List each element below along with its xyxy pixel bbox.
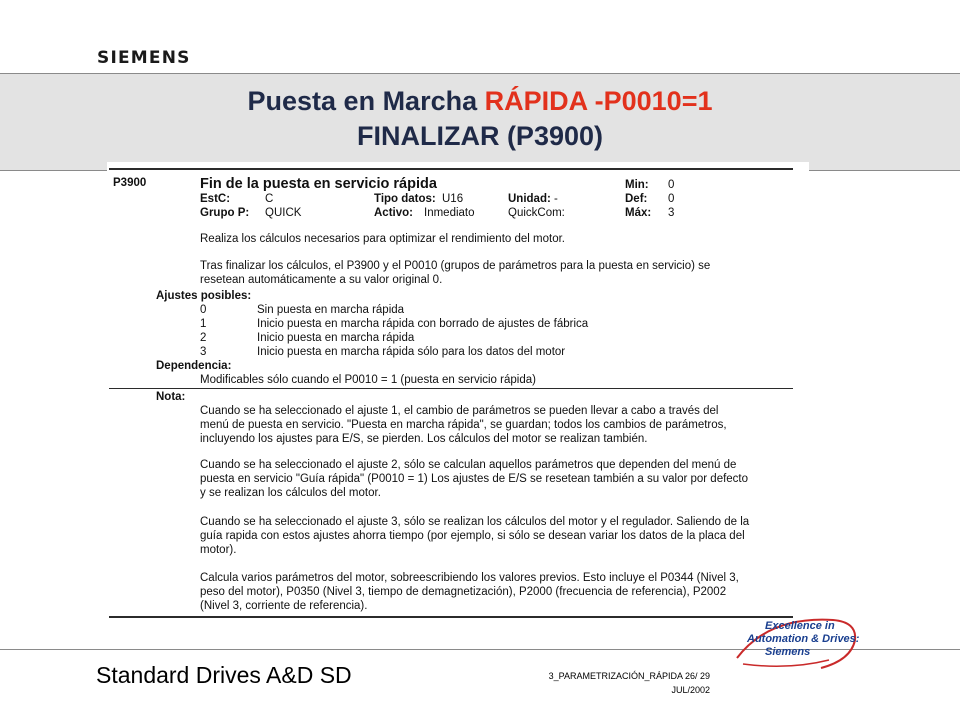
title-part-highlight: RÁPIDA -P0010=1 (484, 86, 713, 116)
dependencia-text: Modificables sólo cuando el P0010 = 1 (puesta en servicio rápida) (200, 374, 536, 386)
dependencia-label: Dependencia: (156, 360, 232, 372)
param-id: P3900 (113, 177, 147, 189)
def-label: Def: (625, 193, 648, 205)
nota-1-line-3: incluyendo los ajustes para E/S, se pierden. Los cálculos del motor se realizan también. (200, 433, 648, 445)
nota-label: Nota: (156, 391, 186, 403)
def-value: 0 (668, 193, 675, 205)
footer-date: JUL/2002 (671, 685, 710, 695)
ajuste-code-2: 2 (200, 332, 207, 344)
nota-2-line-3: y se realizan los cálculos del motor. (200, 487, 381, 499)
param-name: Fin de la puesta en servicio rápida (200, 176, 437, 192)
ajustes-label: Ajustes posibles: (156, 290, 252, 302)
description-2-line-2: resetean automáticamente a su valor original 0. (200, 274, 443, 286)
excellence-badge (729, 612, 861, 672)
slide-subtitle: FINALIZAR (P3900) (356, 121, 604, 151)
tipo-value: U16 (442, 193, 464, 205)
parameter-document (107, 162, 809, 622)
bottom-rule (109, 616, 793, 618)
nota-3-line-2: guía rapida con estos ajustes ahorra tiempo (por ejemplo, si sólo se desean variar los datos de la placa del (200, 530, 745, 542)
grupo-label: Grupo P: (200, 207, 250, 219)
ajuste-text-0: Sin puesta en marcha rápida (257, 304, 405, 316)
ajuste-text-1: Inicio puesta en marcha rápida con borrado de ajustes de fábrica (257, 318, 589, 330)
tipo-label: Tipo datos: (374, 193, 436, 205)
nota-1-line-2: menú de puesta en servicio. "Puesta en marcha rápida", se guardan; todos los cambios de parámetros, (200, 419, 727, 431)
top-rule (109, 168, 793, 170)
nota-3-line-3: motor). (200, 544, 237, 556)
estc-label: EstC: (200, 193, 231, 205)
footer-department: Standard Drives A&D SD (96, 662, 352, 688)
nota-4-line-2: peso del motor), P0350 (Nivel 3, tiempo de demagnetización), P2000 (frecuencia de referencia), P2002 (200, 586, 727, 598)
footer-file-page: 3_PARAMETRIZACIÓN_RÁPIDA 26/ 29 (548, 671, 710, 681)
nota-2-line-1: Cuando se ha seleccionado el ajuste 2, sólo se calculan aquellos parámetros que dependen del menú de (200, 459, 737, 471)
badge-line-2: Automation & Drives: (747, 633, 860, 645)
siemens-logo: SIEMENS (97, 48, 191, 68)
description-2-line-1: Tras finalizar los cálculos, el P3900 y el P0010 (grupos de parámetros para la puesta en servicio) se (200, 260, 711, 272)
estc-value: C (265, 193, 274, 205)
nota-1-line-1: Cuando se ha seleccionado el ajuste 1, el cambio de parámetros se pueden llevar a cabo a través del (200, 405, 719, 417)
ajuste-text-2: Inicio puesta en marcha rápida (257, 332, 415, 344)
nota-4-line-1: Calcula varios parámetros del motor, sobreescribiendo los valores previos. Esto incluye el P0344 (Nivel 3, (200, 572, 739, 584)
badge-line-1: Excellence in (765, 620, 835, 632)
nota-2-line-2: puesta en servicio "Guía rápida" (P0010 = 1) Los ajustes de E/S se resetean también a su valor por defecto (200, 473, 749, 485)
badge-line-3: Siemens (765, 646, 811, 658)
ajuste-code-0: 0 (200, 304, 207, 316)
nota-4-line-3: (Nivel 3, corriente de referencia). (200, 600, 368, 612)
unidad-label: Unidad: (508, 193, 551, 205)
activo-label: Activo: (374, 207, 413, 219)
quickcom-label: QuickCom: (508, 207, 565, 219)
ajuste-text-3: Inicio puesta en marcha rápida sólo para los datos del motor (257, 346, 566, 358)
min-label: Min: (625, 179, 649, 191)
ajuste-code-3: 3 (200, 346, 207, 358)
max-value: 3 (668, 207, 675, 219)
min-value: 0 (668, 179, 675, 191)
description-1: Realiza los cálculos necesarios para optimizar el rendimiento del motor. (200, 233, 565, 245)
title-part-1: Puesta en Marcha (247, 86, 478, 116)
activo-value: Inmediato (424, 207, 475, 219)
grupo-value: QUICK (265, 207, 302, 219)
ajuste-code-1: 1 (200, 318, 207, 330)
max-label: Máx: (625, 207, 652, 219)
nota-3-line-1: Cuando se ha seleccionado el ajuste 3, sólo se realizan los cálculos del motor y el regulador. Saliendo de la (200, 516, 750, 528)
slide-title (0, 86, 960, 117)
unidad-value: - (554, 193, 558, 205)
nota-rule (109, 388, 793, 389)
